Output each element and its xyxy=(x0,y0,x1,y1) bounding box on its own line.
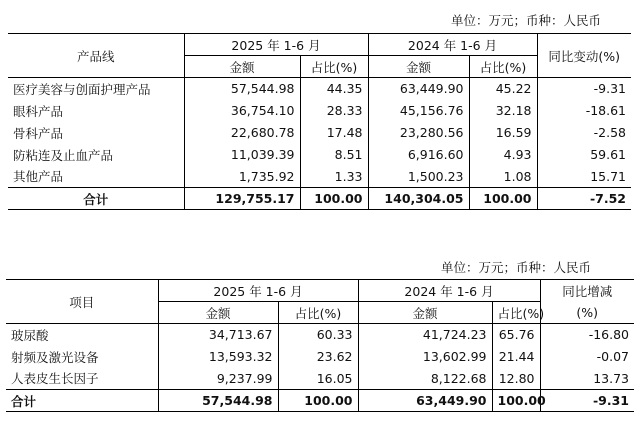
header-amount-2025: 金额 xyxy=(158,302,278,324)
cell-amount-2025: 36,754.10 xyxy=(184,100,300,122)
table-row xyxy=(8,144,631,166)
header-share-2024: 占比(%) xyxy=(469,56,537,78)
table1-total-row xyxy=(8,188,631,210)
total-amount-2024: 140,304.05 xyxy=(368,188,469,210)
cell-yoy: 15.71 xyxy=(537,166,631,188)
cell-amount-2024: 8,122.68 xyxy=(358,368,492,390)
cell-share-2024: 4.93 xyxy=(469,144,537,166)
cell-amount-2025: 9,237.99 xyxy=(158,368,278,390)
cell-amount-2024: 41,724.23 xyxy=(358,324,492,346)
total-yoy: -9.31 xyxy=(540,390,634,412)
cell-share-2025: 23.62 xyxy=(278,346,358,368)
header-period-2024: 2024 年 1-6 月 xyxy=(358,280,540,302)
cell-amount-2025: 11,039.39 xyxy=(184,144,300,166)
total-share-2025: 100.00 xyxy=(300,188,368,210)
cell-share-2024: 21.44 xyxy=(492,346,540,368)
total-amount-2025: 129,755.17 xyxy=(184,188,300,210)
header-period-2025: 2025 年 1-6 月 xyxy=(158,280,358,302)
cell-share-2025: 60.33 xyxy=(278,324,358,346)
header-item: 项目 xyxy=(6,280,158,324)
cell-share-2025: 28.33 xyxy=(300,100,368,122)
header-share-2025: 占比(%) xyxy=(278,302,358,324)
product-line-revenue-table xyxy=(8,33,631,210)
cell-amount-2025: 57,544.98 xyxy=(184,78,300,100)
cell-yoy: -0.07 xyxy=(540,346,634,368)
medical-aesthetics-revenue-table xyxy=(6,279,634,412)
header-amount-2025: 金额 xyxy=(184,56,300,78)
cell-share-2024: 12.80 xyxy=(492,368,540,390)
cell-amount-2024: 1,500.23 xyxy=(368,166,469,188)
cell-yoy: 59.61 xyxy=(537,144,631,166)
cell-amount-2025: 1,735.92 xyxy=(184,166,300,188)
cell-yoy: -18.61 xyxy=(537,100,631,122)
header-yoy-line2: (%) xyxy=(540,302,634,324)
cell-share-2025: 44.35 xyxy=(300,78,368,100)
table-row xyxy=(6,324,634,346)
cell-share-2025: 16.05 xyxy=(278,368,358,390)
header-yoy: 同比变动(%) xyxy=(537,34,631,78)
row-label: 眼科产品 xyxy=(13,103,64,119)
row-label: 射频及激光设备 xyxy=(11,349,99,365)
row-label: 防粘连及止血产品 xyxy=(13,147,114,163)
table-row xyxy=(8,100,631,122)
total-share-2024: 100.00 xyxy=(492,390,540,412)
cell-share-2025: 8.51 xyxy=(300,144,368,166)
cell-yoy: -16.80 xyxy=(540,324,634,346)
cell-amount-2024: 13,602.99 xyxy=(358,346,492,368)
total-amount-2025: 57,544.98 xyxy=(158,390,278,412)
header-period-2024: 2024 年 1-6 月 xyxy=(368,34,537,56)
row-label: 骨科产品 xyxy=(13,125,64,141)
cell-amount-2024: 45,156.76 xyxy=(368,100,469,122)
row-label: 医疗美容与创面护理产品 xyxy=(8,78,184,100)
header-amount-2024: 金额 xyxy=(358,302,492,324)
cell-amount-2024: 23,280.56 xyxy=(368,122,469,144)
cell-yoy: -9.31 xyxy=(537,78,631,100)
total-yoy: -7.52 xyxy=(537,188,631,210)
table-row xyxy=(8,166,631,188)
table-row xyxy=(6,346,634,368)
header-share-2025: 占比(%) xyxy=(300,56,368,78)
table1-unit-note: 单位：万元；币种：人民币 xyxy=(451,13,602,28)
row-label: 人表皮生长因子 xyxy=(11,371,99,387)
cell-share-2024: 16.59 xyxy=(469,122,537,144)
row-label: 其他产品 xyxy=(13,169,64,185)
cell-amount-2025: 22,680.78 xyxy=(184,122,300,144)
cell-share-2024: 65.76 xyxy=(492,324,540,346)
cell-yoy: -2.58 xyxy=(537,122,631,144)
table-row xyxy=(8,122,631,144)
cell-share-2024: 45.22 xyxy=(469,78,537,100)
total-amount-2024: 63,449.90 xyxy=(358,390,492,412)
cell-share-2025: 17.48 xyxy=(300,122,368,144)
table2-unit-note: 单位：万元；币种：人民币 xyxy=(441,260,592,275)
header-share-2024: 占比(%) xyxy=(492,302,540,324)
total-share-2025: 100.00 xyxy=(278,390,358,412)
cell-share-2025: 1.33 xyxy=(300,166,368,188)
row-label: 玻尿酸 xyxy=(6,324,158,346)
cell-share-2024: 1.08 xyxy=(469,166,537,188)
header-period-2025: 2025 年 1-6 月 xyxy=(184,34,368,56)
cell-amount-2025: 13,593.32 xyxy=(158,346,278,368)
total-label: 合计 xyxy=(8,188,184,210)
table2-total-row xyxy=(6,390,634,412)
cell-amount-2025: 34,713.67 xyxy=(158,324,278,346)
cell-yoy: 13.73 xyxy=(540,368,634,390)
cell-amount-2024: 63,449.90 xyxy=(368,78,469,100)
total-share-2024: 100.00 xyxy=(469,188,537,210)
table-row xyxy=(6,368,634,390)
table-row xyxy=(8,78,631,100)
cell-amount-2024: 6,916.60 xyxy=(368,144,469,166)
header-yoy-line1: 同比增减 xyxy=(540,280,634,302)
header-product-line: 产品线 xyxy=(8,34,184,78)
total-label: 合计 xyxy=(6,390,158,412)
cell-share-2024: 32.18 xyxy=(469,100,537,122)
header-amount-2024: 金额 xyxy=(368,56,469,78)
